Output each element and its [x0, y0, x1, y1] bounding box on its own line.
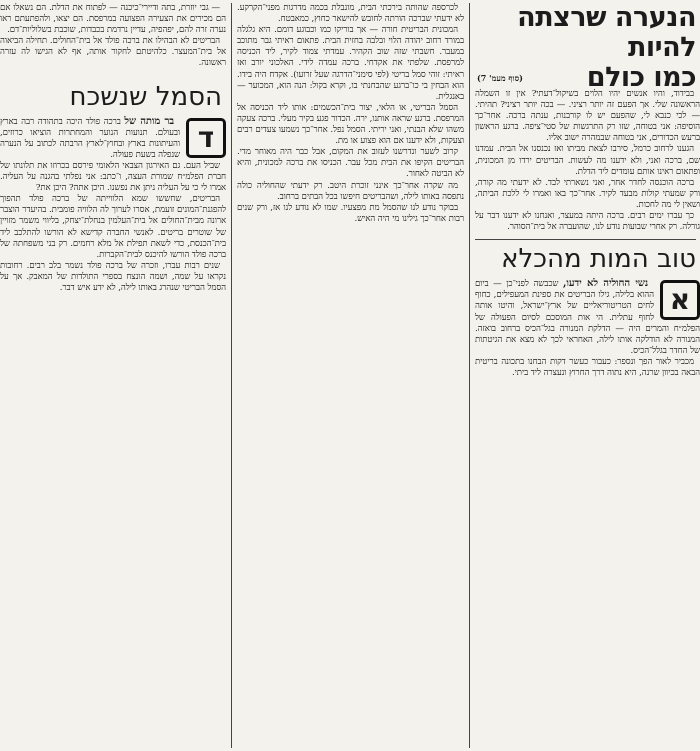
article-column-left — [0, 3, 231, 748]
drop-cap: א — [660, 280, 700, 320]
paragraph: שכבשה לפני־כן — ביום ההוא בלילה, גילו הבריטים את ספינת המעפילים, כחוף לחים הטריטוריאליים של ארץ־ישראל, והיטו אותה לחוף עתלית. הי אות המוסכם לסיום הפעולה של הפלמ״ח והמרים היה — הדלקת המנורה בגל־הכיס ברחוב בואזה. המנורה לא הודלקה אותו לילה, האחראי לכך לא מצא את הגיטתות של החדר בגלל־הכיס. — [475, 279, 700, 356]
paragraph: כך עברו ימים רבים. ברכה היתה במעצר, ואנחנו לא ידענו דבר על גורלה. רק אחרי שבועות נודע לנו, שהועברה אל בית־הסוהר. — [475, 211, 700, 233]
paragraph: הבריטים לא הבהילו את ברכה פולד אל בית־החולים. תחילה הביאוה אל בית־המעצר. כלהיטתם לחקור אותה, אף לא הגישו לה עזרה ראשונה. — [0, 36, 226, 69]
continued-from-label: (סוף מעמ' 7) — [477, 73, 523, 83]
article-body — [0, 3, 226, 70]
paragraph: הגענו לרחוב כרמל, סירבו לצאת מביתו ואז נכנסנו אל הבית. עמדנו שם, ברכה ואני, ולא ידענו מה לעשות. הבריטים ירדו מן המכונית, ופתאום ראינו אותם עומדים ליד הדלת. — [475, 144, 700, 177]
headline-line: כמו כולם — [586, 62, 696, 93]
paragraph: לכרספה שהותה בירכתי הבית, מונבלת בכמה מדרגות מפני־הקרקע. לא ידעתי שברכה הורתה לחובש להישאר כחוץ, כמאבטח. — [237, 3, 464, 25]
section-headline: הסמל שנשכח — [69, 81, 222, 112]
article-column-right — [469, 3, 700, 748]
paragraph: — גבי יוזרת, בתה ודיירי־כיכנה — לפתוח את הדלת. הם נשאלו אם הם מכירים את הצעירה הפצועה במרפסת. הם יצאו, ולהפתעתם ראו נערה זרה להם, יפהפיה, עדיין נרדמת בכבדות, שוכבת בשלוליות־דם. — [0, 3, 226, 36]
paragraph: שנים רבות עברו, וזכרה של ברכה פולד נשמר בלב רבים. רחובות נקראו על שמה, ושמה הונצח בספרי התולדות של המאבק. אך על הסמל הבריטי שנהרג באותו לילה, לא ידע איש דבר. — [0, 260, 226, 293]
article-body — [237, 3, 464, 225]
paragraph: שביל העם. גם האירגון הצבאי הלאומי פירסם בכרוזו את תלונתו של חברת הפלמ״ח שמורת העצה, ו־כתב: אני נפלתי בהגנה על העליה. אמרו לי כי על העליה ניתן את נפשנו. היכן אתה? היכן את? — [0, 160, 226, 194]
paragraph: ברכה פולד היכה בתהודה רבה בארץ ובעולם. תנועות הנוער והמחתרות הוציאו כרוזים, והעיתונות בארץ ובחוץ־לארץ הרבתה לכתוב על הנערה שנפלה בשעת פעולה. — [0, 116, 180, 160]
section-body — [475, 278, 700, 379]
paragraph: קרוב לשער ונדרשנו לעזוב את המקום, אבל כבר היה מאוחר מדי. הבריטים הקיפו את הבית מכל עבר. הכניסו את ברכה למכונית, והיא לא הביטה לאחור. — [237, 147, 464, 180]
lead-words: בר מותה של — [124, 115, 174, 127]
paragraph: מכביר לאור הפך ונספר: כעבור כעשר דקות הבחנו בתכונה בריטית הבאה בכיוון שרנה, היא נתוה דרך החרוץ ונעצרה ליד ביתי. — [475, 356, 700, 378]
paragraph: בבידוד, והיו אנשים יהיו הלוים בשיקול־דעתי? אין זו השמלה הראשונה שלי. אך הפעם זה יותר רציני. — בכה יותר רציני? תהיתי. — לכי כנבא לי, שהפעם יש לו קורבנות, ענתה ברכה. אחר־כך הוסיפה: אני בטוחה, שזו רק התרגשות של סטי־ציפה. ברגע הראשון ברעש הכדורים, אני בטוחה שבמהרה ישוב אליו. — [475, 89, 700, 144]
section-headline: טוב המות מהכלא — [475, 239, 696, 274]
paragraph: הבריטים, שחששו שמא הלווייתה של ברכה פולד תהפוך להפגנת־המונים זועמת, אסרו לערוך לה הלוויה פומבית. בהיעדר הוצבר ארונה מבית־החולים אל בית־העלמין בנחלת־יצחק, בליווי משמר מזויין של שוטרים בריטים. לאנשי החברה קדישא לא הורשו להתלכב ליד בית־הכנסת, כדי לשאת תפילת אל מלא רחמים. רק בני משפחתה של ברכה פולד הורשו להיכנס לבית־הקברות. — [0, 194, 226, 260]
drop-cap: ד — [186, 118, 226, 158]
paragraph: ברכה הוכנסה לחדר אחר, ואני נשארתי לבד. לא ידעתי מה קורה, ורק שמעתי קולות מבעד לקיר. אחר־כך באו ואמרו לי ללכת הביתה, ושאין לי מה לחכות. — [475, 177, 700, 210]
paragraph: בבוקר נודע לנו שהסמל מת מפצעיו. שמו לא נודע לנו אז, ורק שנים רבות אחר־כך גילינו מי היה האיש. — [237, 202, 464, 224]
paragraph: הסמל הבריטי, או הלאי, יצור בית־הכשמים: אותו ליד הכניסה אל המרפסת. ברגע שראה אותנו, ירה. הכדור פגע בקיר מעלי. ברכה צעקה משהו שלא הבנתי, ואני יריתי. הסמל נפל. אחר־כך נשמעו צעדים רבים וצעקות, ולא ידענו אם הוא פצוע או מת. — [237, 102, 464, 147]
article-column-middle — [231, 3, 469, 748]
lead-words: נשי החוליה לא ידעו, — [563, 278, 648, 290]
paragraph: מה שקרה אחר־כך אינני זוכרת היטב. רק ידעתי שהחוליה כולה נתפסה באותו לילה, ושהבריטים חיפשו בכל הבתים ברחוב. — [237, 180, 464, 202]
section-body — [0, 116, 226, 295]
article-body — [475, 89, 700, 233]
paragraph: המכונית הבריטית חורה — אך בוריקו כמו וכבוגע דומם. היא גלגלה במורד רחוב יהודה הלוי ובלבה בחזית הבית. פתאום ראיתי גבר מתוכב במעבר. חשבתי שזה שוב הקהיר. עמדתי צמוד לקיר, ליד הכניסה למרפסת. שלפתי את אקדחי. ברכה עמדה לידי. האלכוני יורב ואז ראיתי: זוהי סמל בריטי (לפי סימני־הדרגה שעל זרועו). אקדח היה בידו. הוא הבחין בי כו־ברגע שהבחנתי בו, וקרא בקול: הנה הוא, המכוער — באנגלית. — [237, 25, 464, 102]
headline-line: הנערה שרצתה להיות — [517, 2, 696, 63]
